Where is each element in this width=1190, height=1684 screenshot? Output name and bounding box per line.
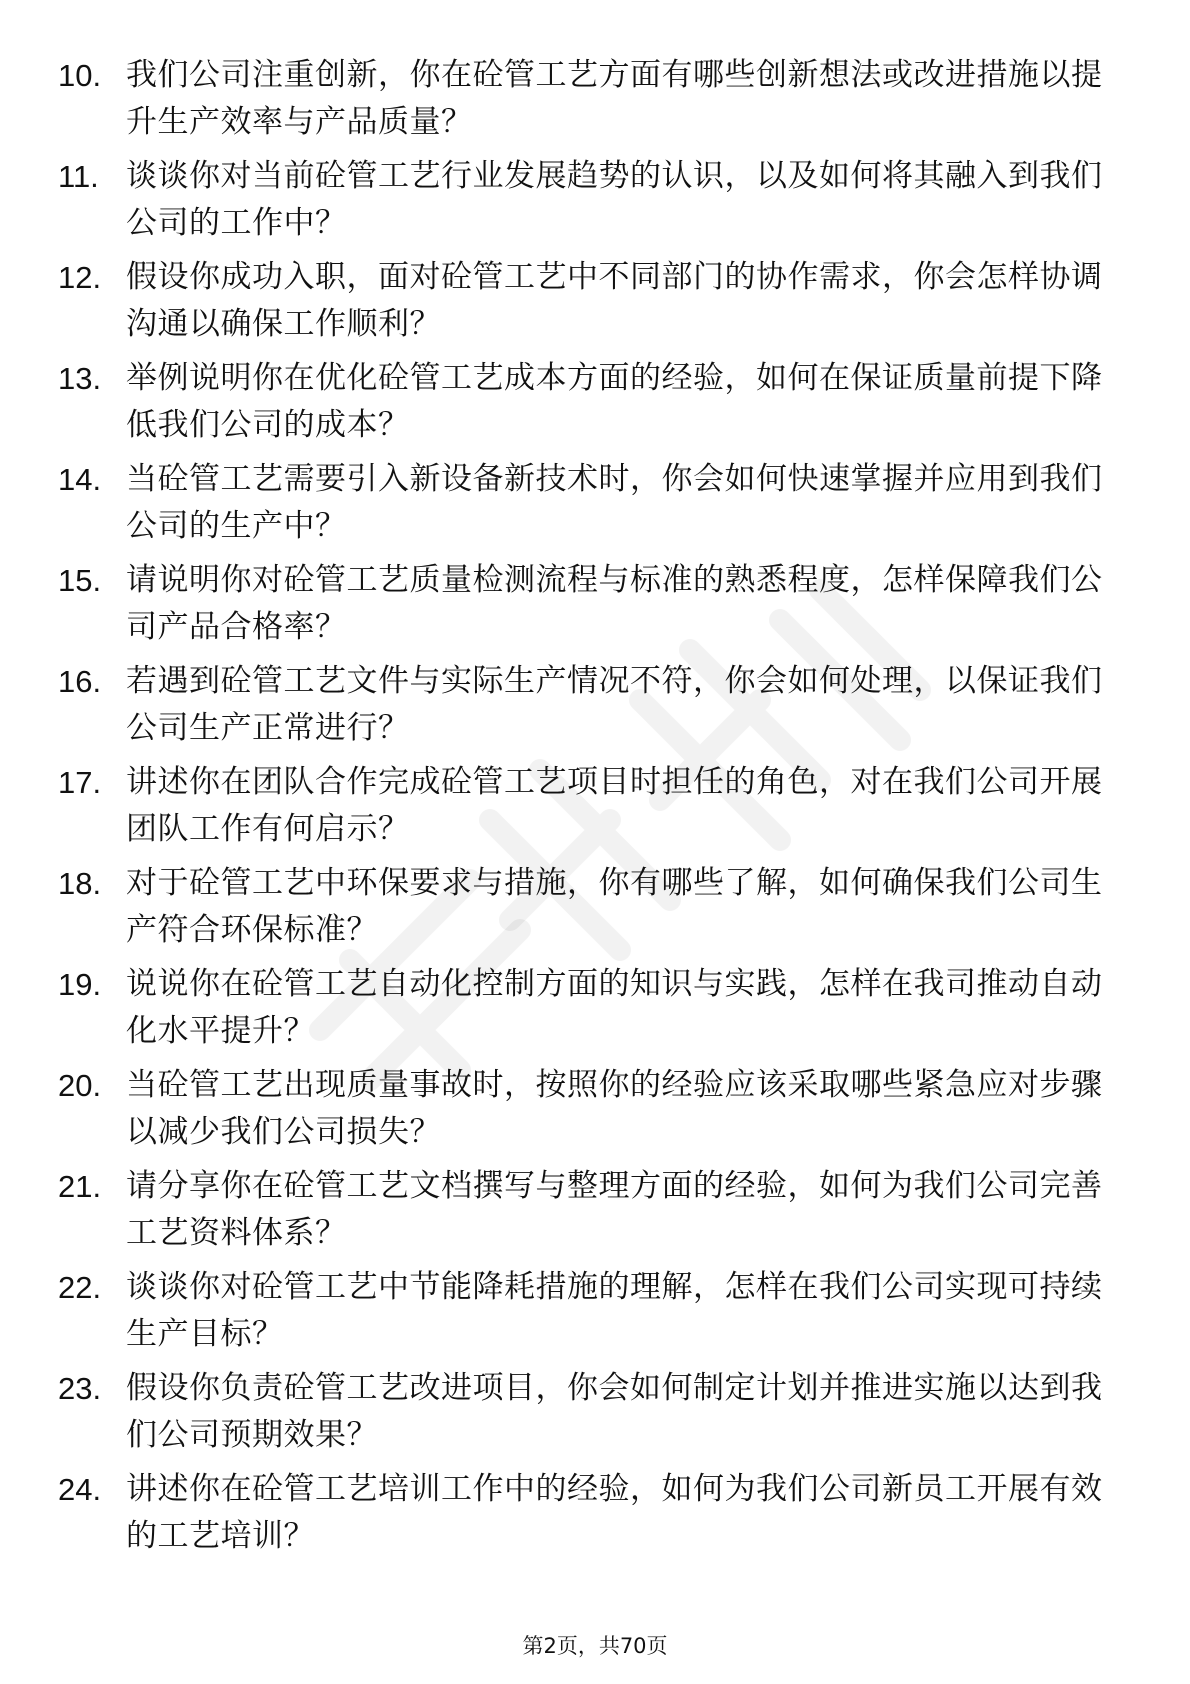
- list-item: [58, 1264, 1118, 1365]
- question-number: 23.: [58, 1371, 102, 1406]
- list-item: [58, 658, 1118, 759]
- page-number-label: 第2页，共70页: [522, 1634, 668, 1658]
- question-number: 14.: [58, 462, 102, 497]
- question-text: 当砼管工艺出现质量事故时，按照你的经验应该采取哪些紧急应对步骤以减少我们公司损失？: [126, 1067, 1103, 1150]
- list-item: [58, 153, 1118, 254]
- question-text: 假设你负责砼管工艺改进项目，你会如何制定计划并推进实施以达到我们公司预期效果？: [126, 1370, 1103, 1453]
- question-text: 讲述你在砼管工艺培训工作中的经验，如何为我们公司新员工开展有效的工艺培训？: [126, 1471, 1103, 1554]
- question-text: 谈谈你对砼管工艺中节能降耗措施的理解，怎样在我们公司实现可持续生产目标？: [126, 1269, 1103, 1352]
- question-number: 13.: [58, 361, 102, 396]
- question-number: 10.: [58, 58, 102, 93]
- question-text: 当砼管工艺需要引入新设备新技术时，你会如何快速掌握并应用到我们公司的生产中？: [126, 461, 1103, 544]
- list-item: [58, 860, 1118, 961]
- question-text: 对于砼管工艺中环保要求与措施，你有哪些了解，如何确保我们公司生产符合环保标准？: [126, 865, 1103, 948]
- list-item: [58, 557, 1118, 658]
- question-text: 我们公司注重创新，你在砼管工艺方面有哪些创新想法或改进措施以提升生产效率与产品质量？: [126, 57, 1103, 140]
- question-number: 17.: [58, 765, 102, 800]
- question-text: 请说明你对砼管工艺质量检测流程与标准的熟悉程度，怎样保障我们公司产品合格率？: [126, 562, 1103, 645]
- question-number: 21.: [58, 1169, 102, 1204]
- question-text: 假设你成功入职，面对砼管工艺中不同部门的协作需求，你会怎样协调沟通以确保工作顺利？: [126, 259, 1103, 342]
- question-text: 请分享你在砼管工艺文档撰写与整理方面的经验，如何为我们公司完善工艺资料体系？: [126, 1168, 1103, 1251]
- question-text: 谈谈你对当前砼管工艺行业发展趋势的认识，以及如何将其融入到我们公司的工作中？: [126, 158, 1103, 241]
- list-item: [58, 1466, 1118, 1567]
- question-text: 举例说明你在优化砼管工艺成本方面的经验，如何在保证质量前提下降低我们公司的成本？: [126, 360, 1103, 443]
- list-item: [58, 1062, 1118, 1163]
- list-item: [58, 961, 1118, 1062]
- list-item: [58, 1365, 1118, 1466]
- question-text: 讲述你在团队合作完成砼管工艺项目时担任的角色，对在我们公司开展团队工作有何启示？: [126, 764, 1103, 847]
- list-item: [58, 456, 1118, 557]
- list-item: [58, 254, 1118, 355]
- question-text: 说说你在砼管工艺自动化控制方面的知识与实践，怎样在我司推动自动化水平提升？: [126, 966, 1103, 1049]
- question-number: 19.: [58, 967, 102, 1002]
- list-item: [58, 355, 1118, 456]
- list-item: [58, 1163, 1118, 1264]
- question-number: 12.: [58, 260, 102, 295]
- question-number: 20.: [58, 1068, 102, 1103]
- question-list: [58, 52, 1118, 1567]
- question-number: 18.: [58, 866, 102, 901]
- question-number: 15.: [58, 563, 102, 598]
- question-number: 16.: [58, 664, 102, 699]
- question-number: 24.: [58, 1472, 102, 1507]
- page-footer: [0, 1632, 1190, 1660]
- list-item: [58, 759, 1118, 860]
- question-number: 11.: [58, 159, 99, 194]
- question-text: 若遇到砼管工艺文件与实际生产情况不符，你会如何处理，以保证我们公司生产正常进行？: [126, 663, 1103, 746]
- list-item: [58, 52, 1118, 153]
- question-number: 22.: [58, 1270, 102, 1305]
